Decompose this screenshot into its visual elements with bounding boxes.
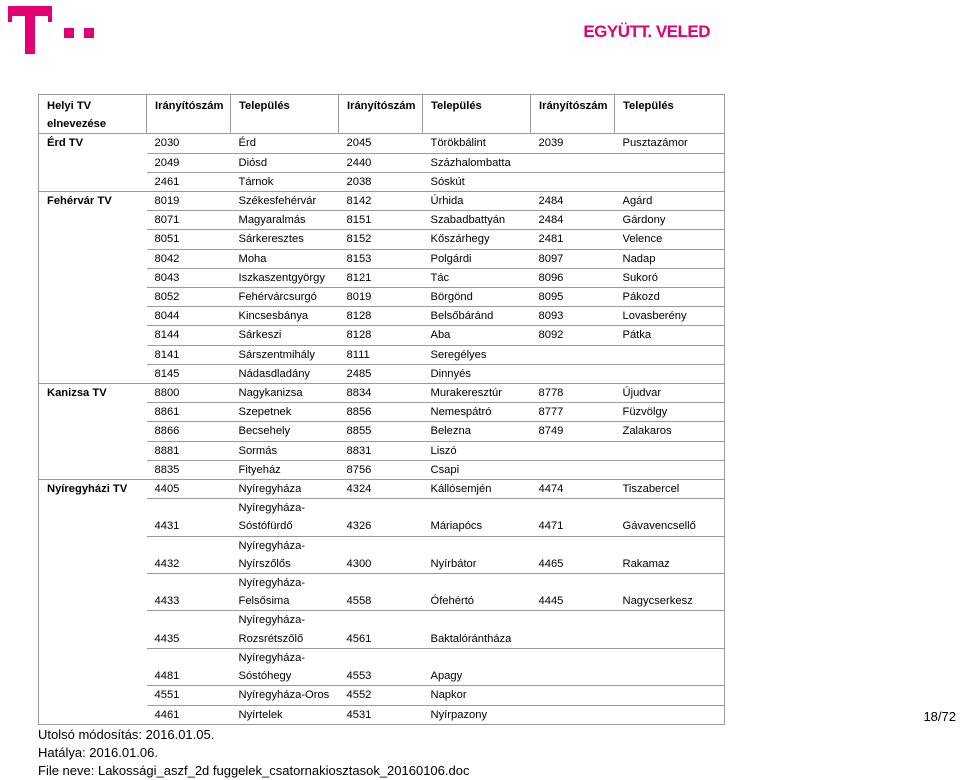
table-row: [39, 134, 725, 153]
zip-cell: 2030: [147, 134, 231, 153]
zip-cell: 4553: [339, 648, 423, 685]
zip-cell: 8128: [339, 326, 423, 345]
zip-cell: 8044: [147, 307, 231, 326]
zip-cell: 8095: [531, 288, 615, 307]
town-cell: Csapi: [423, 460, 531, 479]
table-row: [39, 326, 725, 345]
logo-square-icon: [64, 28, 74, 38]
town-cell: Iszkaszentgyörgy: [231, 268, 339, 287]
region-name: [39, 705, 147, 724]
zip-cell: 2049: [147, 153, 231, 172]
region-name: [39, 403, 147, 422]
town-cell: Rakamaz: [615, 536, 725, 573]
table-row: [39, 364, 725, 383]
region-name: [39, 441, 147, 460]
region-name: [39, 326, 147, 345]
region-name: [39, 307, 147, 326]
region-name: [39, 249, 147, 268]
town-cell: Nyírbátor: [423, 536, 531, 573]
town-cell: Magyaralmás: [231, 211, 339, 230]
table-row: [39, 153, 725, 172]
zip-cell: 8092: [531, 326, 615, 345]
zip-cell: 8835: [147, 460, 231, 479]
town-cell: Gárdony: [615, 211, 725, 230]
zip-cell: [531, 705, 615, 724]
zip-cell: 4324: [339, 480, 423, 499]
zip-cell: 2484: [531, 211, 615, 230]
table-row: [39, 211, 725, 230]
town-cell: Érd: [231, 134, 339, 153]
zip-cell: 4300: [339, 536, 423, 573]
town-cell: Sóskút: [423, 172, 531, 191]
zip-cell: 8834: [339, 384, 423, 403]
town-cell: Nyíregyháza- Sóstóhegy: [231, 648, 339, 685]
zip-cell: 2038: [339, 172, 423, 191]
town-cell: Nyíregyháza- Felsősima: [231, 574, 339, 611]
town-cell: Kállósemjén: [423, 480, 531, 499]
town-cell: Zalakaros: [615, 422, 725, 441]
town-cell: Törökbálint: [423, 134, 531, 153]
zip-cell: 8051: [147, 230, 231, 249]
region-name: [39, 345, 147, 364]
zip-cell: [531, 345, 615, 364]
table-row: [39, 536, 725, 573]
town-cell: Seregélyes: [423, 345, 531, 364]
town-cell: Kőszárhegy: [423, 230, 531, 249]
zip-cell: [531, 648, 615, 685]
town-cell: Máriapócs: [423, 499, 531, 536]
zip-cell: 8144: [147, 326, 231, 345]
zip-cell: 8141: [147, 345, 231, 364]
zip-cell: 8128: [339, 307, 423, 326]
town-cell: Becsehely: [231, 422, 339, 441]
town-cell: [615, 364, 725, 383]
town-cell: [615, 460, 725, 479]
region-name: [39, 686, 147, 705]
town-cell: Aba: [423, 326, 531, 345]
town-cell: Pusztazámor: [615, 134, 725, 153]
region-name: [39, 153, 147, 172]
town-cell: Nyírpazony: [423, 705, 531, 724]
town-cell: Nyíregyháza: [231, 480, 339, 499]
zip-cell: 8800: [147, 384, 231, 403]
town-cell: Ófehértó: [423, 574, 531, 611]
town-cell: Agárd: [615, 192, 725, 211]
logo-square-icon: [84, 28, 94, 38]
region-name: [39, 422, 147, 441]
town-cell: Százhalombatta: [423, 153, 531, 172]
town-cell: Nemespátró: [423, 403, 531, 422]
header-zip-2: Irányítószám: [339, 95, 423, 134]
zip-cell: 8142: [339, 192, 423, 211]
town-cell: Diósd: [231, 153, 339, 172]
header-zip-1: Irányítószám: [147, 95, 231, 134]
table-row: [39, 499, 725, 536]
region-name: [39, 268, 147, 287]
channel-area-table: [38, 94, 725, 725]
table-row: [39, 384, 725, 403]
zip-cell: 2461: [147, 172, 231, 191]
region-name: [39, 211, 147, 230]
table-row: [39, 422, 725, 441]
town-cell: Velence: [615, 230, 725, 249]
region-name: [39, 172, 147, 191]
zip-cell: 4551: [147, 686, 231, 705]
zip-cell: 8042: [147, 249, 231, 268]
zip-cell: 8749: [531, 422, 615, 441]
town-cell: Úrhida: [423, 192, 531, 211]
town-cell: Polgárdi: [423, 249, 531, 268]
town-cell: Moha: [231, 249, 339, 268]
file-name: File neve: Lakossági_aszf_2d fuggelek_csatornakiosztasok_20160106.doc: [38, 763, 470, 778]
zip-cell: 4481: [147, 648, 231, 685]
town-cell: Fityeház: [231, 460, 339, 479]
zip-cell: 8019: [339, 288, 423, 307]
town-cell: Nyírtelek: [231, 705, 339, 724]
town-cell: [615, 172, 725, 191]
zip-cell: [531, 153, 615, 172]
table-row: [39, 307, 725, 326]
town-cell: [615, 648, 725, 685]
town-cell: Füzvölgy: [615, 403, 725, 422]
zip-cell: 4471: [531, 499, 615, 536]
last-modified: Utolsó módosítás: 2016.01.05.: [38, 727, 215, 742]
zip-cell: 8855: [339, 422, 423, 441]
region-name: [39, 288, 147, 307]
telekom-logo: [8, 6, 108, 54]
town-cell: Dinnyés: [423, 364, 531, 383]
zip-cell: [531, 172, 615, 191]
region-name: Fehérvár TV: [39, 192, 147, 211]
town-cell: Nyíregyháza- Rozsrétszőlő: [231, 611, 339, 648]
town-cell: Napkor: [423, 686, 531, 705]
table-row: [39, 648, 725, 685]
town-cell: Liszó: [423, 441, 531, 460]
town-cell: [615, 686, 725, 705]
region-name: [39, 460, 147, 479]
town-cell: Baktalórántháza: [423, 611, 531, 648]
town-cell: Börgönd: [423, 288, 531, 307]
region-name: Nyíregyházi TV: [39, 480, 147, 499]
zip-cell: 8856: [339, 403, 423, 422]
town-cell: Nadap: [615, 249, 725, 268]
table-row: [39, 172, 725, 191]
table-row: [39, 288, 725, 307]
region-name: Kanizsa TV: [39, 384, 147, 403]
town-cell: Tárnok: [231, 172, 339, 191]
town-cell: Sárkeszi: [231, 326, 339, 345]
zip-cell: [531, 460, 615, 479]
region-name: [39, 574, 147, 611]
zip-cell: 8043: [147, 268, 231, 287]
page-number: 18/72: [923, 709, 956, 724]
town-cell: Nádasdladány: [231, 364, 339, 383]
zip-cell: 4461: [147, 705, 231, 724]
town-cell: [615, 441, 725, 460]
town-cell: Székesfehérvár: [231, 192, 339, 211]
zip-cell: 2485: [339, 364, 423, 383]
table-row: [39, 230, 725, 249]
town-cell: Pákozd: [615, 288, 725, 307]
zip-cell: 4326: [339, 499, 423, 536]
town-cell: Tiszabercel: [615, 480, 725, 499]
zip-cell: 4552: [339, 686, 423, 705]
table-header-row: [39, 95, 725, 134]
zip-cell: 8019: [147, 192, 231, 211]
brand-tagline: EGYÜTT. VELED: [583, 22, 710, 41]
town-cell: Nyíregyháza- Sóstófürdő: [231, 499, 339, 536]
header-local-tv: Helyi TV elnevezése: [39, 95, 147, 134]
zip-cell: 8778: [531, 384, 615, 403]
town-cell: [615, 611, 725, 648]
zip-cell: 4558: [339, 574, 423, 611]
region-name: [39, 230, 147, 249]
table-row: [39, 460, 725, 479]
zip-cell: 8831: [339, 441, 423, 460]
town-cell: Pátka: [615, 326, 725, 345]
town-cell: Sárszentmihály: [231, 345, 339, 364]
zip-cell: [531, 441, 615, 460]
region-name: [39, 648, 147, 685]
zip-cell: 2039: [531, 134, 615, 153]
zip-cell: 4405: [147, 480, 231, 499]
zip-cell: 4433: [147, 574, 231, 611]
table-row: [39, 345, 725, 364]
zip-cell: 8093: [531, 307, 615, 326]
zip-cell: 8096: [531, 268, 615, 287]
town-cell: Sukoró: [615, 268, 725, 287]
zip-cell: 4435: [147, 611, 231, 648]
town-cell: Szepetnek: [231, 403, 339, 422]
zip-cell: 8153: [339, 249, 423, 268]
document-footer: [38, 726, 469, 780]
table-row: [39, 441, 725, 460]
zip-cell: 8121: [339, 268, 423, 287]
zip-cell: 2045: [339, 134, 423, 153]
zip-cell: 8861: [147, 403, 231, 422]
table-row: [39, 574, 725, 611]
town-cell: [615, 345, 725, 364]
header-town-1: Település: [231, 95, 339, 134]
town-cell: Fehérvárcsurgó: [231, 288, 339, 307]
table-row: [39, 249, 725, 268]
town-cell: Nyíregyháza- Nyírszőlős: [231, 536, 339, 573]
zip-cell: 8145: [147, 364, 231, 383]
zip-cell: 8756: [339, 460, 423, 479]
town-cell: Sormás: [231, 441, 339, 460]
zip-cell: 8881: [147, 441, 231, 460]
town-cell: Újudvar: [615, 384, 725, 403]
region-name: Érd TV: [39, 134, 147, 153]
zip-cell: 8866: [147, 422, 231, 441]
zip-cell: [531, 611, 615, 648]
zip-cell: 8111: [339, 345, 423, 364]
table-row: [39, 192, 725, 211]
zip-cell: 4445: [531, 574, 615, 611]
town-cell: Belezna: [423, 422, 531, 441]
town-cell: Nagykanizsa: [231, 384, 339, 403]
table-row: [39, 268, 725, 287]
header-zip-3: Irányítószám: [531, 95, 615, 134]
header-town-3: Település: [615, 95, 725, 134]
zip-cell: 2481: [531, 230, 615, 249]
town-cell: Tác: [423, 268, 531, 287]
zip-cell: 2484: [531, 192, 615, 211]
town-cell: Lovasberény: [615, 307, 725, 326]
zip-cell: 2440: [339, 153, 423, 172]
table-row: [39, 686, 725, 705]
header-town-2: Település: [423, 95, 531, 134]
zip-cell: 8152: [339, 230, 423, 249]
zip-cell: 4474: [531, 480, 615, 499]
zip-cell: 4465: [531, 536, 615, 573]
zip-cell: 4431: [147, 499, 231, 536]
town-cell: Nyíregyháza-Oros: [231, 686, 339, 705]
table-row: [39, 705, 725, 724]
telekom-t-icon: [8, 6, 58, 54]
town-cell: Gávavencsellő: [615, 499, 725, 536]
region-name: [39, 611, 147, 648]
town-cell: Apagy: [423, 648, 531, 685]
town-cell: Nagycserkesz: [615, 574, 725, 611]
effective-date: Hatálya: 2016.01.06.: [38, 745, 158, 760]
zip-cell: [531, 364, 615, 383]
zip-cell: 4531: [339, 705, 423, 724]
town-cell: Sárkeresztes: [231, 230, 339, 249]
town-cell: [615, 153, 725, 172]
region-name: [39, 499, 147, 536]
region-name: [39, 364, 147, 383]
table-row: [39, 480, 725, 499]
zip-cell: 8071: [147, 211, 231, 230]
zip-cell: 8097: [531, 249, 615, 268]
zip-cell: 8151: [339, 211, 423, 230]
zip-cell: 4561: [339, 611, 423, 648]
zip-cell: 4432: [147, 536, 231, 573]
town-cell: Kincsesbánya: [231, 307, 339, 326]
zip-cell: 8777: [531, 403, 615, 422]
zip-cell: 8052: [147, 288, 231, 307]
zip-cell: [531, 686, 615, 705]
region-name: [39, 536, 147, 573]
town-cell: Belsőbáránd: [423, 307, 531, 326]
town-cell: Murakeresztúr: [423, 384, 531, 403]
town-cell: Szabadbattyán: [423, 211, 531, 230]
table-row: [39, 403, 725, 422]
town-cell: [615, 705, 725, 724]
table-row: [39, 611, 725, 648]
